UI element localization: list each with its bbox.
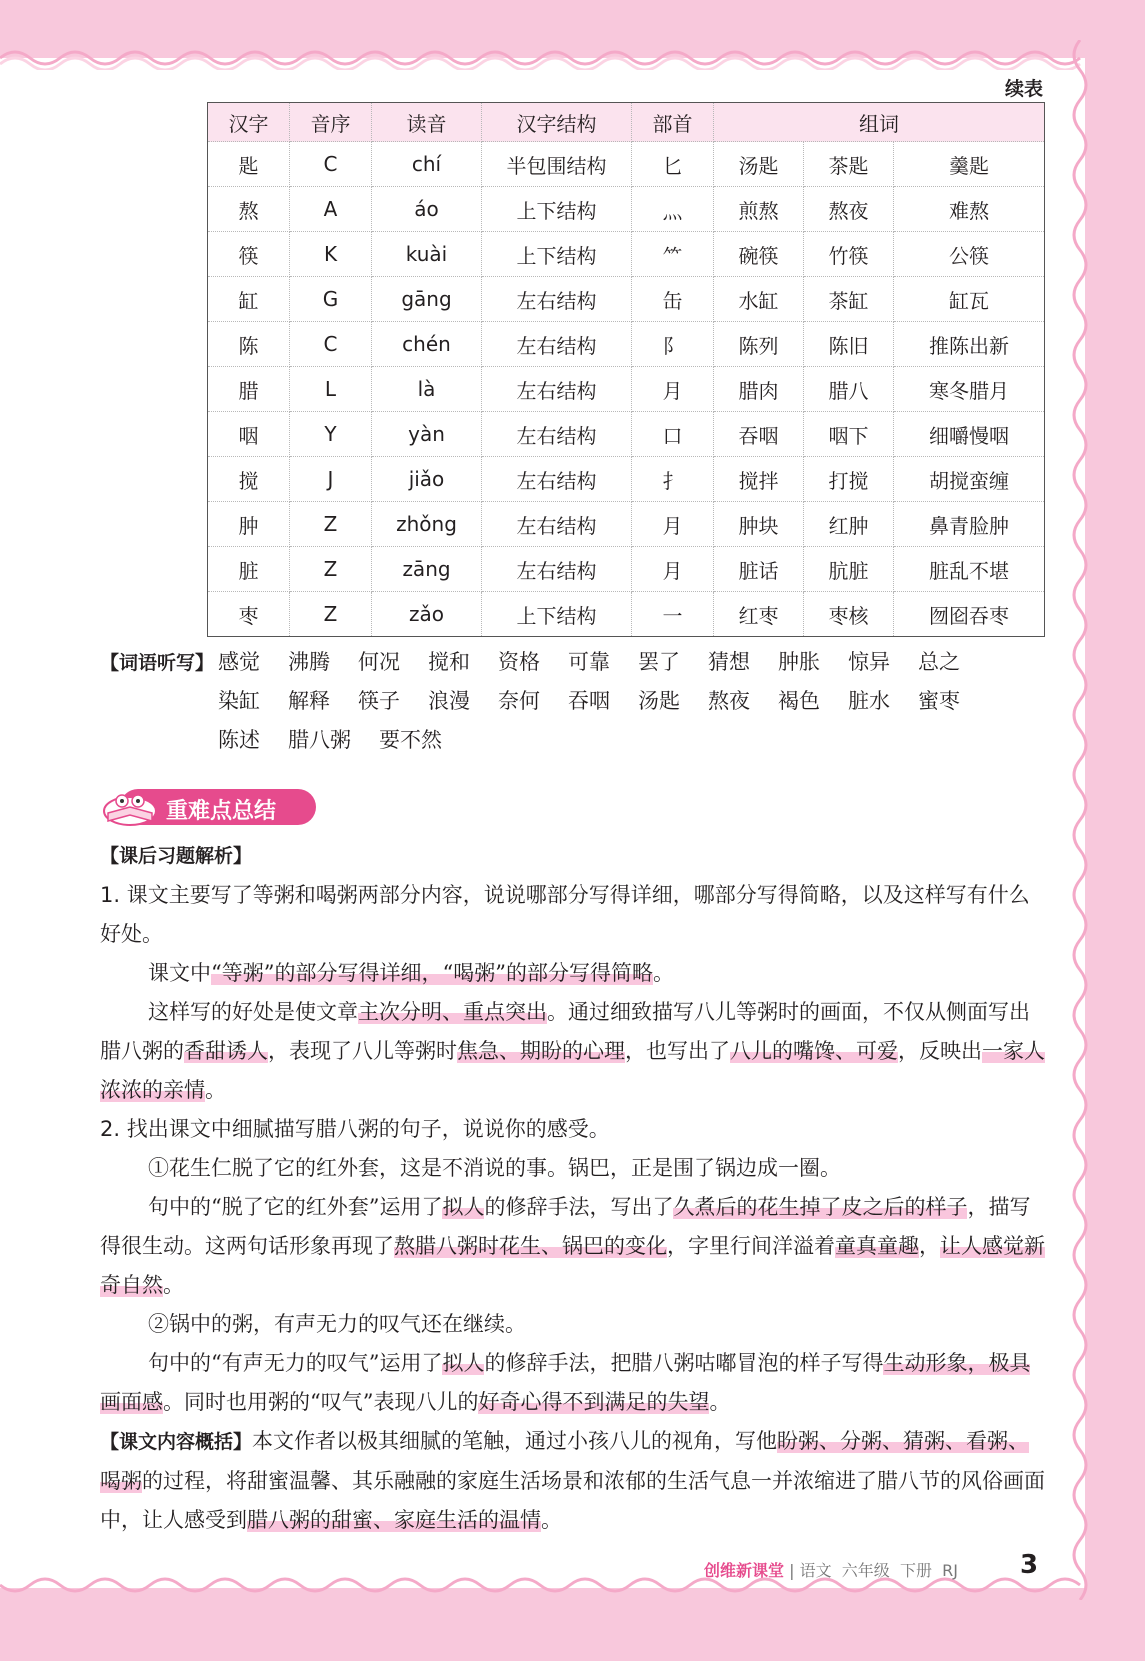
dictation-word: 资格: [498, 650, 540, 674]
seq-cell: Z: [290, 592, 372, 637]
text: 的过程，将甜蜜温馨、其乐融融的家庭生活场景和浓郁的生活气息一并浓缩进了腊八节的风俗画面中，让人感受到: [100, 1469, 1045, 1532]
sentence-2-analysis: [100, 1344, 1045, 1422]
word-cell: 脏乱不堪: [894, 547, 1045, 592]
highlight: 童真童趣: [835, 1234, 919, 1258]
page-number: 3: [1020, 1550, 1039, 1580]
dictation-word: 浪漫: [428, 689, 470, 713]
word-cell: 细嚼慢咽: [894, 412, 1045, 457]
char-cell: 匙: [208, 142, 290, 187]
dictation-line: [218, 685, 1048, 724]
highlight: 好奇心得不到满足的失望: [478, 1390, 710, 1414]
word-cell: 熬夜: [804, 187, 894, 232]
dictation-word: 可靠: [568, 650, 610, 674]
dictation-word: 筷子: [358, 689, 400, 713]
dictation-word: 猜想: [708, 650, 750, 674]
section-tag: [100, 785, 318, 827]
book-mascot-icon: [100, 785, 160, 827]
pinyin-cell: chí: [372, 142, 482, 187]
char-cell: 搅: [208, 457, 290, 502]
dictation-line: [218, 724, 1048, 763]
radical-cell: 匕: [632, 142, 714, 187]
header-char: 汉字: [208, 103, 290, 142]
question-1: 1. 课文主要写了等粥和喝粥两部分内容，说说哪部分写得详细，哪部分写得简略，以及这样写有什么好处。: [100, 883, 1030, 946]
char-cell: 陈: [208, 322, 290, 367]
word-cell: 胡搅蛮缠: [894, 457, 1045, 502]
word-cell: 水缸: [714, 277, 804, 322]
dictation-word: 腊八粥: [288, 728, 351, 752]
dictation-word: 蜜枣: [918, 689, 960, 713]
char-cell: 枣: [208, 592, 290, 637]
text: 。: [652, 961, 674, 985]
text: 句中的“有声无力的叹气”运用了: [148, 1351, 443, 1375]
pinyin-cell: là: [372, 367, 482, 412]
text: ，也写出了: [625, 1039, 730, 1063]
highlight: 拟人: [442, 1351, 485, 1375]
footer-brand: 创维新课堂: [704, 1561, 785, 1580]
dictation-words: [218, 646, 1048, 763]
word-cell: 汤匙: [714, 142, 804, 187]
char-cell: 脏: [208, 547, 290, 592]
structure-cell: 左右结构: [482, 277, 632, 322]
answer-1-paragraph-1: [100, 954, 1045, 993]
footer-grade: 六年级: [841, 1561, 890, 1580]
word-cell: 脏话: [714, 547, 804, 592]
text: ，字里行间洋溢着: [667, 1234, 835, 1258]
word-cell: 肮脏: [804, 547, 894, 592]
dictation-word: 肿胀: [778, 650, 820, 674]
pinyin-cell: gāng: [372, 277, 482, 322]
footer-subject: 语文: [799, 1561, 832, 1580]
header-words: 组词: [714, 103, 1045, 142]
dictation-word: 惊异: [848, 650, 890, 674]
radical-cell: 缶: [632, 277, 714, 322]
highlight: 腊八粥的甜蜜、家庭生活的温情: [247, 1508, 541, 1532]
pinyin-cell: jiǎo: [372, 457, 482, 502]
structure-cell: 左右结构: [482, 547, 632, 592]
text: 课文中: [148, 961, 211, 985]
structure-cell: 左右结构: [482, 457, 632, 502]
word-cell: 茶缸: [804, 277, 894, 322]
table-row: [208, 457, 1045, 502]
highlight: 八儿的嘴馋、可爱: [730, 1039, 898, 1063]
highlight: 让人感觉新奇自然: [100, 1234, 1045, 1297]
table-row: [208, 277, 1045, 322]
seq-cell: G: [290, 277, 372, 322]
word-cell: 碗筷: [714, 232, 804, 277]
seq-cell: Y: [290, 412, 372, 457]
dictation-label: 【词语听写】: [100, 652, 215, 674]
highlight: “等粥”的部分写得详细，“喝粥”的部分写得简略: [211, 961, 653, 985]
highlight: 主次分明、重点突出: [358, 1000, 547, 1024]
continued-label: 续表: [1004, 78, 1043, 100]
char-cell: 咽: [208, 412, 290, 457]
header-structure: 汉字结构: [482, 103, 632, 142]
radical-cell: 一: [632, 592, 714, 637]
text: 。: [709, 1390, 731, 1414]
pinyin-cell: zāng: [372, 547, 482, 592]
dictation-word: 奈何: [498, 689, 540, 713]
highlight: 熬腊八粥时花生、锅巴的变化: [394, 1234, 667, 1258]
text: ，表现了八儿等粥时: [268, 1039, 457, 1063]
table-row: [208, 187, 1045, 232]
radical-cell: 月: [632, 502, 714, 547]
radical-cell: 阝: [632, 322, 714, 367]
dictation-word: 沸腾: [288, 650, 330, 674]
summary-label: 【课文内容概括】: [100, 1431, 253, 1453]
highlight: 拟人: [442, 1195, 485, 1219]
radical-cell: ⺮: [632, 232, 714, 277]
seq-cell: K: [290, 232, 372, 277]
seq-cell: A: [290, 187, 372, 232]
word-cell: 陈旧: [804, 322, 894, 367]
table-row: [208, 322, 1045, 367]
char-cell: 肿: [208, 502, 290, 547]
structure-cell: 左右结构: [482, 412, 632, 457]
word-cell: 红枣: [714, 592, 804, 637]
text: ，描写得很生动。这两句话形象再现了: [100, 1195, 1031, 1258]
word-cell: 竹筷: [804, 232, 894, 277]
structure-cell: 上下结构: [482, 592, 632, 637]
dictation-word: 褐色: [778, 689, 820, 713]
highlight: 盼粥、分粥、猜粥、看粥、喝粥: [100, 1429, 1030, 1493]
dictation-word: 脏水: [848, 689, 890, 713]
highlight: 焦急、期盼的心理: [457, 1039, 625, 1063]
word-cell: 搅拌: [714, 457, 804, 502]
dictation-word: 罢了: [638, 650, 680, 674]
word-cell: 缸瓦: [894, 277, 1045, 322]
text: 。: [541, 1508, 562, 1532]
seq-cell: Z: [290, 547, 372, 592]
dictation-word: 何况: [358, 650, 400, 674]
character-table: [207, 102, 1045, 637]
char-cell: 筷: [208, 232, 290, 277]
word-cell: 羹匙: [894, 142, 1045, 187]
text: 本文作者以极其细腻的笔触，通过小孩八儿的视角，写他: [252, 1429, 778, 1453]
radical-cell: 月: [632, 367, 714, 412]
table-body: [208, 142, 1045, 637]
answer-1-paragraph-2: [100, 993, 1045, 1110]
text: ，: [919, 1234, 940, 1258]
word-cell: 腊肉: [714, 367, 804, 412]
text: 的修辞手法，把腊八粥咕嘟冒泡的样子写得: [484, 1351, 884, 1375]
footer-divider: |: [789, 1561, 795, 1580]
structure-cell: 半包围结构: [482, 142, 632, 187]
seq-cell: C: [290, 322, 372, 367]
word-cell: 咽下: [804, 412, 894, 457]
text: 这样写的好处是使文章: [148, 1000, 358, 1024]
table-row: [208, 142, 1045, 187]
structure-cell: 左右结构: [482, 322, 632, 367]
header-seq: 音序: [290, 103, 372, 142]
word-cell: 腊八: [804, 367, 894, 412]
text: 的修辞手法，写出了: [484, 1195, 674, 1219]
pinyin-cell: chén: [372, 322, 482, 367]
wavy-border-top: [0, 40, 1090, 70]
word-cell: 煎熬: [714, 187, 804, 232]
radical-cell: 口: [632, 412, 714, 457]
text: 。: [163, 1273, 184, 1297]
word-cell: 推陈出新: [894, 322, 1045, 367]
section-title: 重难点总结: [166, 799, 277, 824]
pinyin-cell: yàn: [372, 412, 482, 457]
structure-cell: 左右结构: [482, 367, 632, 412]
seq-cell: L: [290, 367, 372, 412]
dictation-word: 要不然: [379, 728, 442, 752]
radical-cell: 灬: [632, 187, 714, 232]
radical-cell: 月: [632, 547, 714, 592]
question-2: 2. 找出课文中细腻描写腊八粥的句子，说说你的感受。: [100, 1117, 610, 1141]
dictation-word: 解释: [288, 689, 330, 713]
pinyin-cell: áo: [372, 187, 482, 232]
highlight: 香甜诱人: [184, 1039, 268, 1063]
dictation-word: 总之: [918, 650, 960, 674]
char-cell: 缸: [208, 277, 290, 322]
sentence-1-analysis: [100, 1188, 1045, 1305]
dictation-word: 染缸: [218, 689, 260, 713]
table-row: [208, 412, 1045, 457]
pinyin-cell: kuài: [372, 232, 482, 277]
char-cell: 熬: [208, 187, 290, 232]
dictation-word: 熬夜: [708, 689, 750, 713]
summary-paragraph: [100, 1422, 1045, 1540]
pinyin-cell: zǎo: [372, 592, 482, 637]
char-cell: 腊: [208, 367, 290, 412]
word-cell: 鼻青脸肿: [894, 502, 1045, 547]
text: 。同时也用粥的“叹气”表现八儿的: [163, 1390, 479, 1414]
sentence-1: ①花生仁脱了它的红外套，这是不消说的事。锅巴，正是围了锅边成一圈。: [148, 1156, 841, 1180]
highlight: 一家人浓浓的亲情: [100, 1039, 1045, 1102]
word-cell: 寒冬腊月: [894, 367, 1045, 412]
word-cell: 吞咽: [714, 412, 804, 457]
word-cell: 打搅: [804, 457, 894, 502]
dictation-word: 搅和: [428, 650, 470, 674]
dictation-word: 汤匙: [638, 689, 680, 713]
seq-cell: Z: [290, 502, 372, 547]
text: 。通过细致描写八儿等粥时的画面，不仅从侧面写出腊八粥的: [100, 1000, 1030, 1063]
sentence-2: ②锅中的粥，有声无力的叹气还在继续。: [148, 1312, 526, 1336]
text: ，反映出: [898, 1039, 982, 1063]
word-cell: 公筷: [894, 232, 1045, 277]
table-row: [208, 367, 1045, 412]
wavy-border-right: [1068, 40, 1098, 1600]
word-cell: 枣核: [804, 592, 894, 637]
text: 。: [205, 1078, 226, 1102]
dictation-word: 吞咽: [568, 689, 610, 713]
table-row: [208, 547, 1045, 592]
table-row: [208, 232, 1045, 277]
table-header-row: [208, 103, 1045, 142]
radical-cell: 扌: [632, 457, 714, 502]
structure-cell: 上下结构: [482, 232, 632, 277]
text: 句中的“脱了它的红外套”运用了: [148, 1195, 443, 1219]
dictation-line: [218, 646, 1048, 685]
dictation-word: 感觉: [218, 650, 260, 674]
header-radical: 部首: [632, 103, 714, 142]
table-row: [208, 502, 1045, 547]
word-cell: 茶匙: [804, 142, 894, 187]
footer-edition: RJ: [942, 1561, 958, 1580]
seq-cell: C: [290, 142, 372, 187]
pinyin-cell: zhǒng: [372, 502, 482, 547]
dictation-word: 陈述: [218, 728, 260, 752]
analysis-label: 【课后习题解析】: [100, 845, 253, 867]
word-cell: 红肿: [804, 502, 894, 547]
word-cell: 囫囵吞枣: [894, 592, 1045, 637]
footer: [704, 1558, 958, 1581]
table-row: [208, 592, 1045, 637]
structure-cell: 上下结构: [482, 187, 632, 232]
structure-cell: 左右结构: [482, 502, 632, 547]
seq-cell: J: [290, 457, 372, 502]
analysis-body: [100, 836, 1045, 1540]
footer-volume: 下册: [899, 1561, 932, 1580]
header-pinyin: 读音: [372, 103, 482, 142]
highlight: 生动形象，极具画面感: [100, 1351, 1031, 1414]
word-cell: 难熬: [894, 187, 1045, 232]
highlight: 久煮后的花生掉了皮之后的样子: [673, 1195, 968, 1219]
word-cell: 肿块: [714, 502, 804, 547]
word-cell: 陈列: [714, 322, 804, 367]
